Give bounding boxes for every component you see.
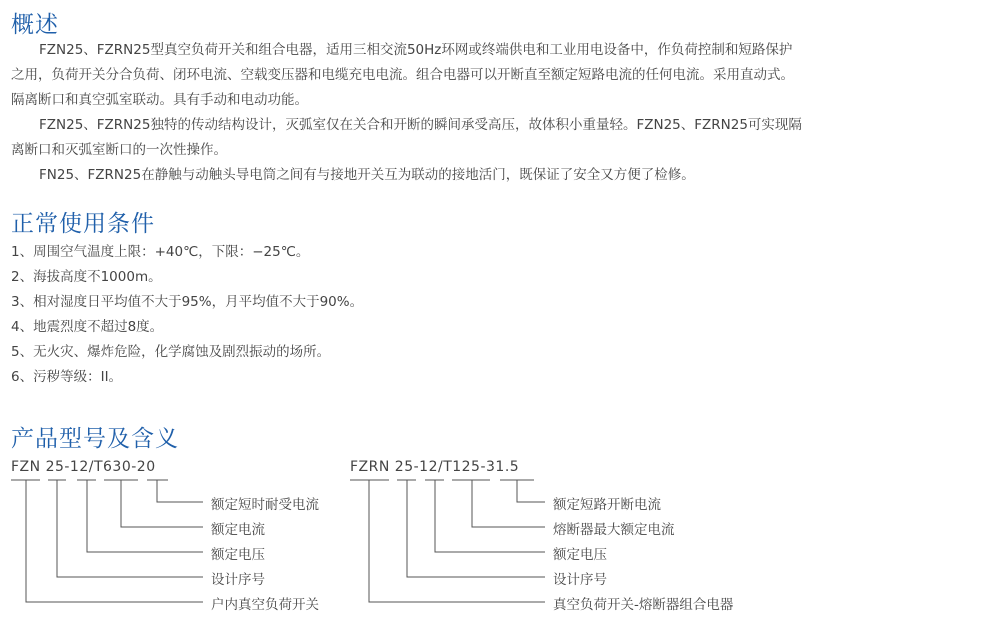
overview-line: 离断口和灭弧室断口的一次性操作。 bbox=[11, 142, 227, 158]
conditions-heading: 正常使用条件 bbox=[11, 211, 155, 237]
overview-line: FZN25、FZRN25型真空负荷开关和组合电器，适用三相交流50Hz环网或终端供电和工业用电设备中，作负荷控制和短路保护 bbox=[39, 42, 793, 58]
condition-item: 1、周围空气温度上限：+40℃，下限：−25℃。 bbox=[11, 244, 310, 260]
overview-line: FN25、FZRN25在静触与动触头导电筒之间有与接地开关互为联动的接地活门，既保证了安全又方便了检修。 bbox=[39, 167, 695, 183]
condition-item: 5、无火灾、爆炸危险，化学腐蚀及剧烈振动的场所。 bbox=[11, 344, 331, 360]
model-label-right: 熔断器最大额定电流 bbox=[553, 522, 675, 538]
leader bbox=[157, 480, 203, 502]
leader bbox=[369, 480, 545, 602]
leader bbox=[26, 480, 203, 602]
overview-text bbox=[11, 38, 971, 188]
model-label-left: 额定短时耐受电流 bbox=[211, 497, 319, 513]
leader bbox=[435, 480, 545, 552]
model-code-left: FZN 25-12/T630-20 bbox=[11, 459, 156, 475]
model-label-right: 设计序号 bbox=[553, 572, 607, 588]
model-label-left: 额定电压 bbox=[211, 547, 265, 563]
condition-item: 3、相对湿度日平均值不大于95%，月平均值不大于90%。 bbox=[11, 294, 364, 310]
model-label-right: 额定短路开断电流 bbox=[553, 497, 661, 513]
leader bbox=[407, 480, 545, 577]
model-code-right: FZRN 25-12/T125-31.5 bbox=[350, 459, 520, 475]
model-label-right: 额定电压 bbox=[553, 547, 607, 563]
model-heading: 产品型号及含义 bbox=[11, 426, 179, 452]
leader bbox=[517, 480, 545, 502]
overview-heading: 概述 bbox=[11, 12, 59, 38]
model-label-right: 真空负荷开关-熔断器组合电器 bbox=[553, 597, 734, 613]
condition-item: 4、地震烈度不超过8度。 bbox=[11, 319, 164, 335]
leader bbox=[87, 480, 203, 552]
leader bbox=[121, 480, 203, 527]
overview-line: 隔离断口和真空弧室联动。具有手动和电动功能。 bbox=[11, 92, 308, 108]
model-label-left: 额定电流 bbox=[211, 522, 265, 538]
leader bbox=[472, 480, 545, 527]
leader bbox=[57, 480, 203, 577]
overview-line: 之用，负荷开关分合负荷、闭环电流、空载变压器和电缆充电电流。组合电器可以开断直至额定短路电流的任何电流。采用直动式。 bbox=[11, 67, 794, 83]
model-label-left: 户内真空负荷开关 bbox=[211, 597, 319, 613]
overview-line: FZN25、FZRN25独特的传动结构设计，灭弧室仅在关合和开断的瞬间承受高压，故体积小重量轻。FZN25、FZRN25可实现隔 bbox=[39, 117, 802, 133]
condition-item: 6、污秽等级：II。 bbox=[11, 369, 123, 385]
condition-item: 2、海拔高度不1000m。 bbox=[11, 269, 162, 285]
model-label-left: 设计序号 bbox=[211, 572, 265, 588]
conditions-list bbox=[11, 240, 363, 390]
